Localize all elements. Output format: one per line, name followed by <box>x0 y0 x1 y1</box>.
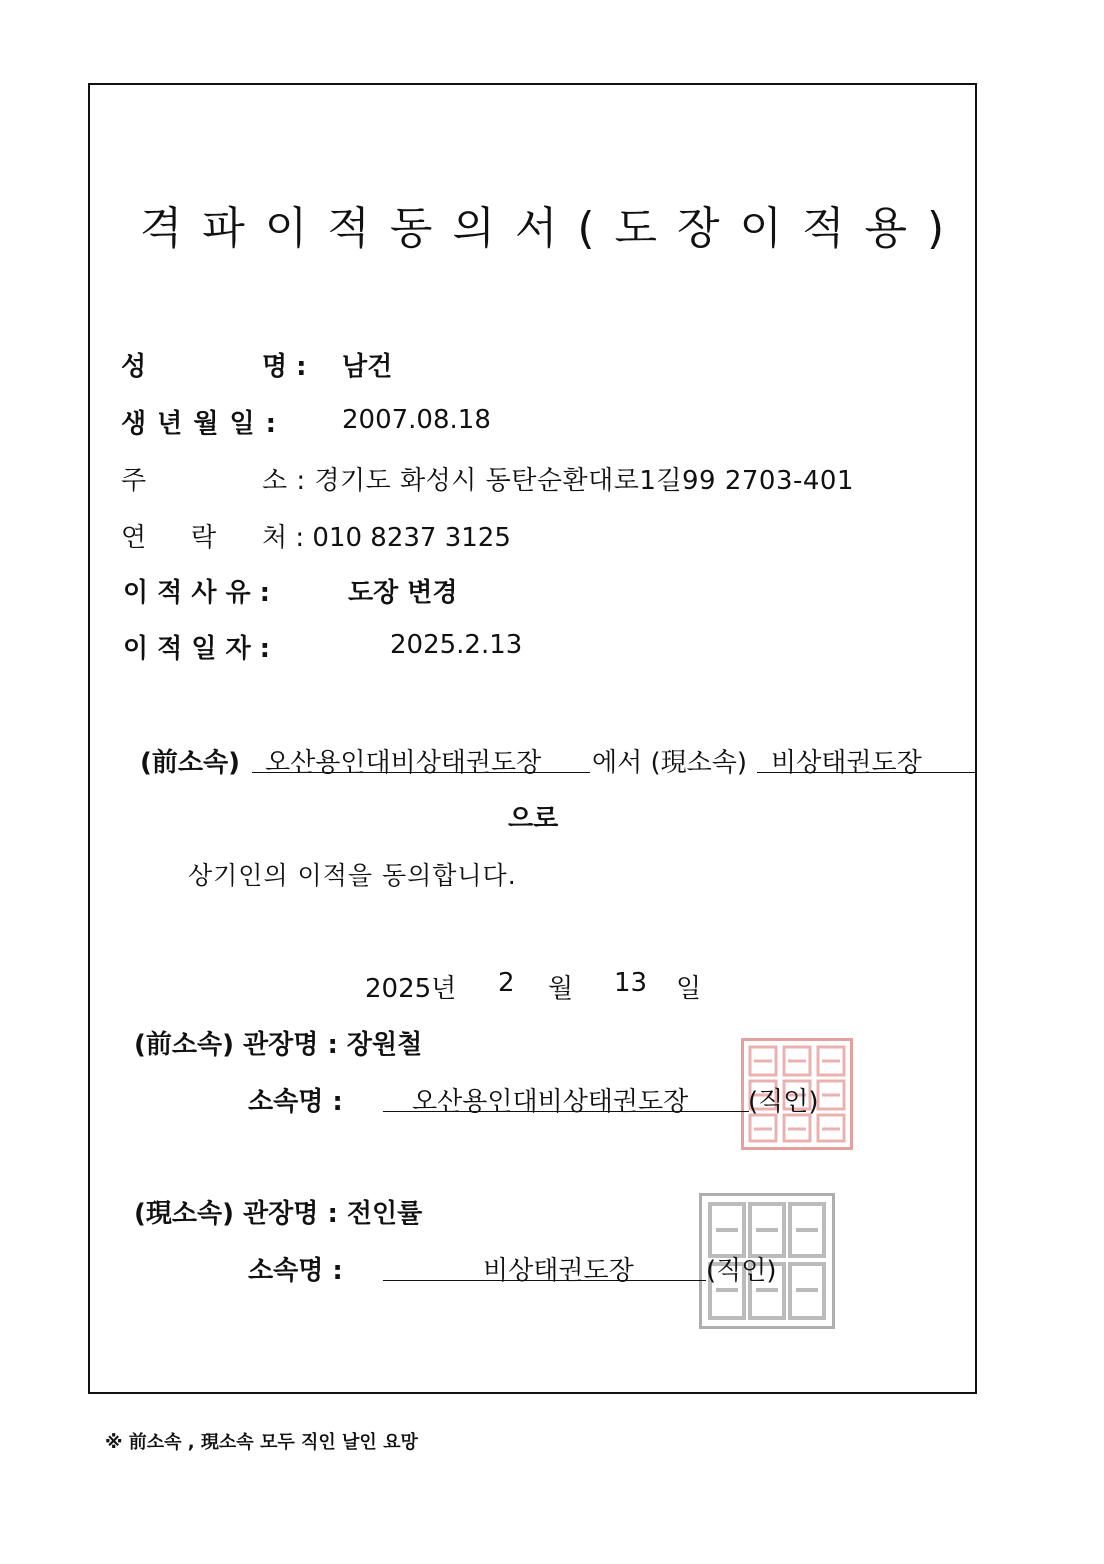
date-label: 이 적 일 자 : <box>123 634 271 664</box>
sign-month-unit: 월 <box>548 974 574 1004</box>
consent-text: 상기인의 이적을 동의합니다. <box>188 861 517 890</box>
sign-day-unit: 일 <box>676 974 702 1004</box>
reason-value: 도장 변경 <box>348 578 458 608</box>
prev-seal-text: (직인) <box>748 1087 819 1117</box>
birth-value: 2007.08.18 <box>342 405 491 435</box>
sign-month: 2 <box>498 968 515 998</box>
curr-dojang: 비상태권도장 <box>771 748 922 778</box>
prev-affil-tag: (前소속) <box>140 748 240 778</box>
prev-affil-value: 오산용인대비상태권도장 <box>412 1087 689 1117</box>
sign-year: 2025년 <box>365 974 457 1004</box>
contact-label-mid: 락 <box>191 523 217 553</box>
prev-dojang: 오산용인대비상태권도장 <box>265 748 542 778</box>
curr-affil-value: 비상태권도장 <box>483 1256 634 1286</box>
contact-line: 처 : 010 8237 3125 <box>262 523 511 553</box>
address-line: 소 : 경기도 화성시 동탄순환대로1길99 2703-401 <box>262 466 855 496</box>
from-text: 에서 (現소속) <box>592 748 748 778</box>
prev-affil-underline <box>383 1111 749 1112</box>
name-value: 남건 <box>342 352 393 382</box>
birth-label: 생 년 월 일 : <box>121 409 278 439</box>
document-title: 격파이적동의서(도장이적용) <box>139 203 965 254</box>
contact-label: 연 <box>121 523 147 553</box>
reason-label: 이 적 사 유 : <box>123 578 271 608</box>
curr-affil-label: 소속명 : <box>248 1256 343 1286</box>
name-label-end: 명 : <box>262 352 307 382</box>
address-label: 주 <box>121 466 147 496</box>
date-value: 2025.2.13 <box>390 630 523 660</box>
sign-day: 13 <box>614 968 648 998</box>
curr-director: (現소속) 관장명 : 전인률 <box>134 1199 423 1229</box>
prev-director: (前소속) 관장명 : 장원철 <box>134 1030 423 1060</box>
name-label: 성 <box>121 352 147 382</box>
curr-dojang-underline <box>757 772 975 773</box>
curr-affil-underline <box>383 1280 706 1281</box>
prev-affil-label: 소속명 : <box>248 1087 343 1117</box>
to-text: 으로 <box>508 804 559 834</box>
curr-seal-text: (직인) <box>706 1256 777 1286</box>
prev-dojang-underline <box>252 772 590 773</box>
footer-note: ※ 前소속 , 現소속 모두 직인 날인 요망 <box>105 1432 418 1453</box>
